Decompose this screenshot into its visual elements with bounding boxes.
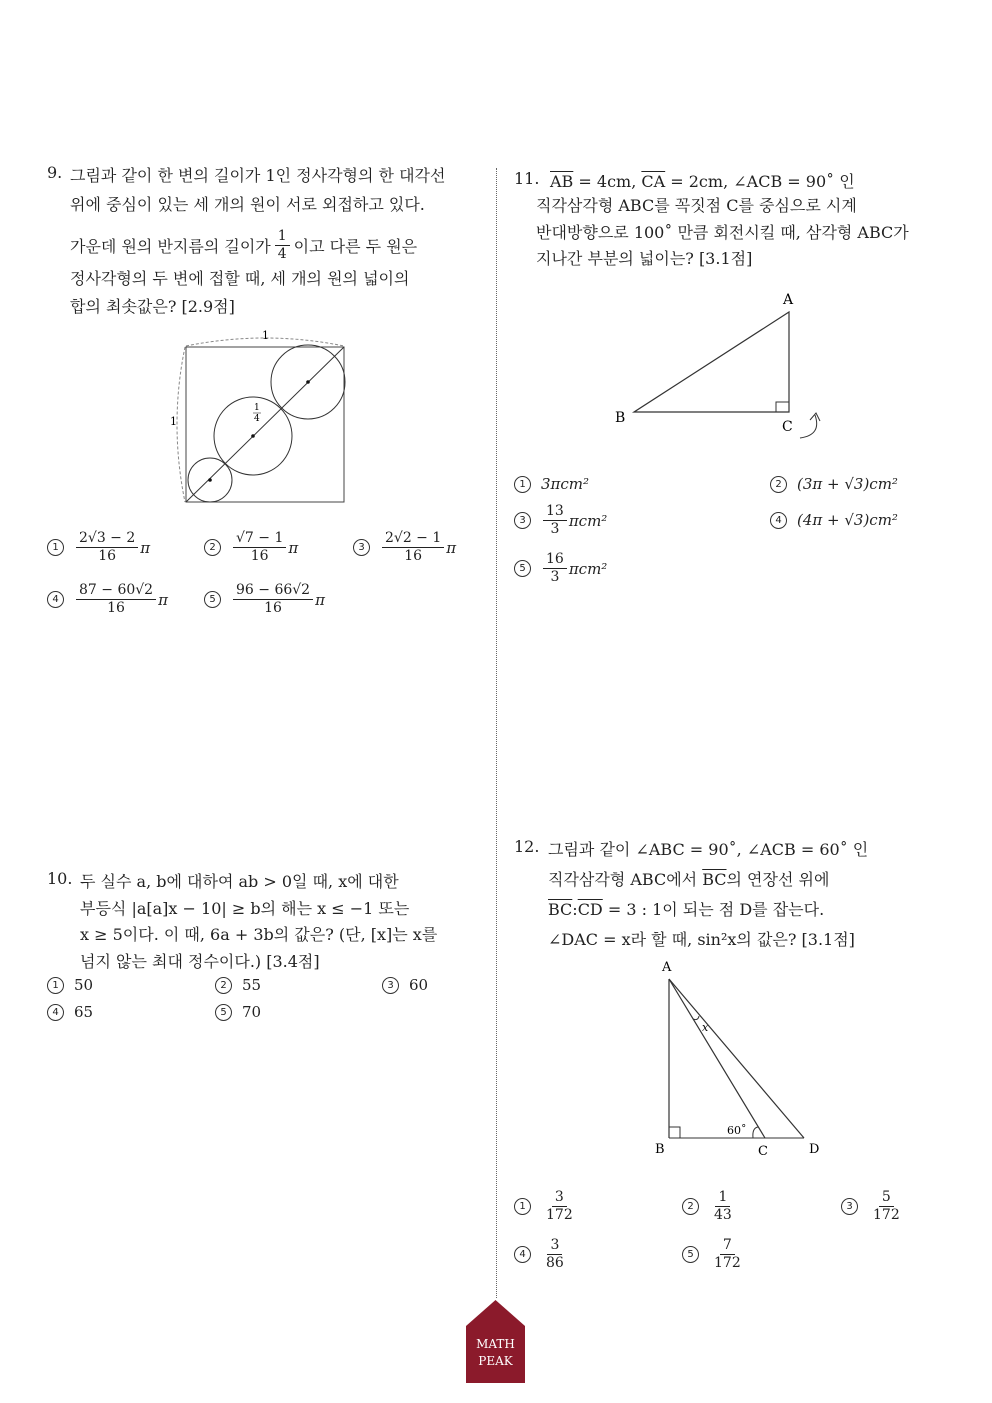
choice-mark: 1 (514, 476, 531, 493)
vertex-label-b: B (615, 410, 626, 426)
choice-mark: 4 (514, 1246, 531, 1263)
question-text-line: ∠DAC = x라 할 때, sin²x의 값은? [3.1점] (548, 930, 855, 949)
question-text-line: 정사각형의 두 변에 접할 때, 세 개의 원의 넓이의 (70, 269, 410, 288)
figure-triangle-extension (645, 955, 835, 1160)
choice-3[interactable] (382, 976, 428, 994)
figure-right-triangle (610, 285, 840, 450)
choice-text: 55 (242, 976, 262, 994)
segment-ab: $\overline{AB}$ (550, 172, 574, 191)
fraction-numerator: 7 (720, 1237, 735, 1255)
choice-suffix: πcm² (568, 511, 608, 530)
segment-ca: $\overline{CA}$ (641, 172, 666, 191)
choice-fraction (543, 1189, 576, 1224)
question-text-line: 지나간 부분의 넓이는? [3.1점] (536, 249, 753, 268)
choice-3[interactable] (841, 1189, 905, 1224)
choice-suffix: π (288, 538, 299, 557)
choice-fraction (543, 1237, 567, 1272)
side-brace-left (177, 347, 185, 502)
fraction-denominator: 3 (550, 569, 560, 585)
choice-fraction (543, 551, 567, 586)
radius-label-num: 1 (254, 403, 260, 413)
fraction-numerator: 3 (552, 1189, 567, 1207)
fraction-denominator: 172 (714, 1255, 741, 1271)
choice-5[interactable] (215, 1003, 261, 1021)
side-length-left: 1 (170, 415, 177, 428)
fraction-numerator: √7 − 1 (233, 530, 286, 548)
choice-text: 3πcm² (541, 475, 590, 493)
choice-5[interactable] (514, 551, 607, 586)
angle-label-60: 60˚ (727, 1124, 747, 1137)
choice-fraction (233, 582, 313, 617)
rotation-arrow (800, 415, 817, 438)
question-text-line: 위에 중심이 있는 세 개의 원이 서로 외접하고 있다. (70, 195, 425, 214)
fraction-denominator: 43 (714, 1207, 732, 1223)
choice-mark: 5 (682, 1246, 699, 1263)
vertex-label-c: C (758, 1144, 768, 1159)
choice-text: (3π + √3)cm² (797, 475, 898, 493)
side-length-top: 1 (262, 329, 269, 342)
fraction-denominator: 172 (873, 1207, 900, 1223)
choice-mark: 3 (841, 1198, 858, 1215)
center-dot (306, 380, 310, 384)
question-text-line: 넘지 않는 최대 정수이다.) [3.4점] (80, 952, 320, 971)
vertex-label-a: A (662, 960, 672, 975)
choice-fraction (711, 1189, 735, 1224)
choice-mark: 2 (682, 1198, 699, 1215)
question-number: 9. (47, 163, 63, 182)
right-angle-mark (776, 402, 789, 412)
column-divider (496, 168, 497, 1298)
text-fragment: 이고 다른 두 원은 (293, 237, 418, 256)
question-text-line (548, 897, 824, 920)
choice-fraction (711, 1237, 744, 1272)
question-text-line: 합의 최솟값은? [2.9점] (70, 297, 235, 316)
choice-4[interactable] (47, 582, 168, 617)
question-text-line (548, 867, 829, 890)
fraction-denominator: 16 (404, 548, 423, 564)
fraction-denominator: 16 (264, 600, 282, 616)
angle-x-arc (693, 1016, 699, 1020)
fraction-denominator: 3 (550, 521, 560, 537)
choice-text: 60 (409, 976, 429, 994)
choice-1[interactable] (47, 976, 93, 994)
text-fragment: 직각삼각형 ABC에서 (548, 870, 703, 889)
right-angle-mark (669, 1127, 680, 1138)
segment-cd: $\overline{CD}$ (577, 900, 603, 919)
choice-suffix: π (158, 590, 168, 609)
segment-bc: $\overline{BC}$ (702, 870, 727, 889)
choice-mark: 1 (514, 1198, 531, 1215)
question-text-line: 두 실수 a, b에 대하여 ab > 0일 때, x에 대한 (80, 872, 399, 891)
choice-text: 70 (242, 1003, 262, 1021)
choice-text: (4π + √3)cm² (797, 511, 898, 529)
choice-suffix: π (315, 590, 325, 609)
question-number: 10. (47, 869, 73, 888)
fraction-numerator: 1 (715, 1189, 730, 1207)
text-fragment: = 4cm, (573, 172, 642, 191)
logo-line: MATH (476, 1337, 515, 1351)
choice-mark: 2 (204, 539, 221, 556)
fraction-numerator: 13 (543, 503, 567, 521)
question-text-line: x ≥ 5이다. 이 때, 6a + 3b의 값은? (단, [x]는 x를 (80, 925, 438, 944)
center-dot (208, 478, 212, 482)
question-number: 11. (514, 169, 540, 188)
choice-mark: 1 (47, 977, 64, 994)
segment-bc: $\overline{BC}$ (548, 900, 573, 919)
choice-4[interactable] (770, 511, 898, 529)
choice-mark: 1 (47, 539, 64, 556)
fraction-numerator: 16 (543, 551, 567, 569)
choice-suffix: πcm² (568, 559, 608, 578)
fraction-quarter (275, 228, 290, 263)
choice-1[interactable] (514, 475, 589, 493)
choice-suffix: π (446, 538, 457, 557)
logo-line: PEAK (478, 1354, 513, 1368)
choice-2[interactable] (204, 530, 298, 565)
choice-mark: 4 (47, 591, 64, 608)
fraction-numerator: 87 − 60√2 (76, 582, 156, 600)
choice-mark: 5 (215, 1004, 232, 1021)
vertex-label-b: B (655, 1142, 665, 1157)
choice-mark: 5 (514, 560, 531, 577)
choice-1[interactable] (47, 530, 150, 565)
choice-mark: 3 (382, 977, 399, 994)
triangle-abc (634, 312, 789, 412)
choice-mark: 2 (770, 476, 787, 493)
choice-fraction (870, 1189, 903, 1224)
fraction-denominator: 16 (107, 600, 125, 616)
question-text-line: 반대방향으로 100˚ 만큼 회전시킬 때, 삼각형 ABC가 (536, 223, 909, 242)
fraction-denominator: 16 (98, 548, 117, 564)
choice-mark: 3 (353, 539, 370, 556)
choice-4[interactable] (47, 1003, 93, 1021)
question-text-line: 그림과 같이 한 변의 길이가 1인 정사각형의 한 대각선 (70, 166, 446, 185)
choice-2[interactable] (770, 475, 898, 493)
fraction-denominator: 4 (277, 246, 287, 262)
choice-mark: 4 (770, 512, 787, 529)
fraction-numerator: 5 (879, 1189, 894, 1207)
choice-5[interactable] (204, 582, 325, 617)
fraction-denominator: 16 (250, 548, 269, 564)
fraction-numerator: 3 (547, 1237, 562, 1255)
choice-mark: 5 (204, 591, 221, 608)
question-text-line (550, 169, 855, 192)
vertex-label-d: D (809, 1142, 820, 1157)
choice-suffix: π (140, 538, 151, 557)
choice-1[interactable] (514, 1189, 578, 1224)
question-text-line (70, 228, 417, 263)
choice-fraction (233, 530, 286, 565)
question-text-line: 그림과 같이 ∠ABC = 90˚, ∠ACB = 60˚ 인 (548, 840, 869, 859)
fraction-numerator: 2√2 − 1 (382, 530, 444, 548)
choice-3[interactable] (514, 503, 607, 538)
vertex-label-c: C (782, 419, 793, 435)
side-ad (669, 979, 804, 1138)
fraction-numerator: 96 − 66√2 (233, 582, 313, 600)
center-dot (251, 434, 255, 438)
text-fragment: 가운데 원의 반지름의 길이가 (70, 237, 271, 256)
choice-fraction (543, 503, 567, 538)
choice-4[interactable] (514, 1237, 569, 1272)
choice-5[interactable] (682, 1237, 746, 1272)
question-number: 12. (514, 837, 540, 856)
choice-2[interactable] (215, 976, 261, 994)
choice-fraction (76, 582, 156, 617)
text-fragment: = 2cm, ∠ACB = 90˚ 인 (665, 172, 855, 191)
figure-square-circles (165, 322, 355, 512)
logo-text (466, 1336, 525, 1370)
angle-label-x: x (702, 1021, 709, 1034)
fraction-denominator: 172 (546, 1207, 573, 1223)
question-text-line: 직각삼각형 ABC를 꼭짓점 C를 중심으로 시계 (536, 196, 857, 215)
choice-mark: 4 (47, 1004, 64, 1021)
fraction-numerator: 2√3 − 2 (76, 530, 138, 548)
text-fragment: = 3 : 1이 되는 점 D를 잡는다. (602, 900, 825, 919)
angle-60-arc (753, 1127, 758, 1138)
vertex-label-a: A (783, 292, 794, 308)
radius-label-den: 4 (254, 414, 260, 424)
choice-text: 50 (74, 976, 94, 994)
fraction-numerator: 1 (275, 228, 290, 246)
choice-mark: 2 (215, 977, 232, 994)
text-fragment: : (572, 900, 578, 919)
fraction-denominator: 86 (546, 1255, 564, 1271)
text-fragment: 의 연장선 위에 (726, 870, 830, 889)
choice-mark: 3 (514, 512, 531, 529)
rotation-arrowhead (810, 413, 820, 421)
choice-fraction (382, 530, 444, 565)
side-ac (669, 979, 765, 1138)
choice-text: 65 (74, 1003, 94, 1021)
choice-fraction (76, 530, 138, 565)
question-text-line: 부등식 |a[a]x − 10| ≥ b의 해는 x ≤ −1 또는 (80, 899, 410, 918)
choice-2[interactable] (682, 1189, 737, 1224)
choice-3[interactable] (353, 530, 456, 565)
